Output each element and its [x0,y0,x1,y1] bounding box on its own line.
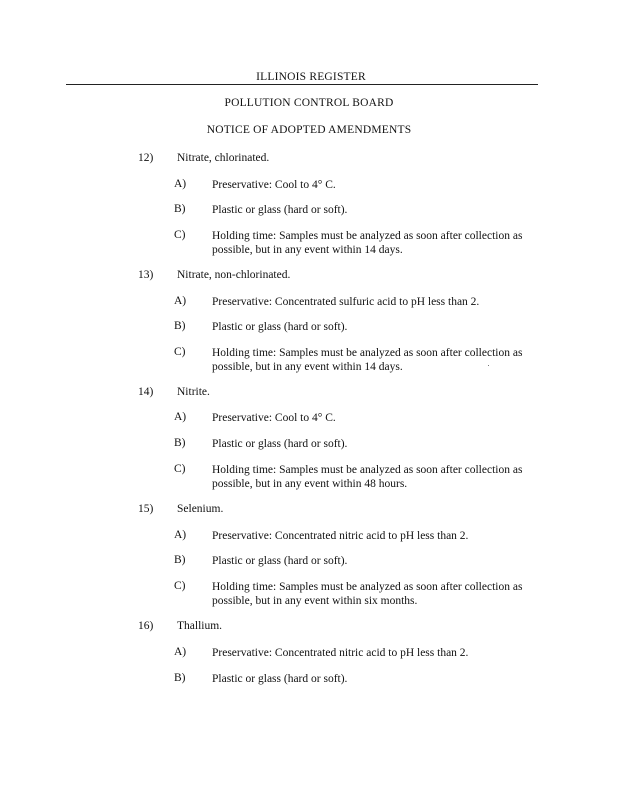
sub-letter: A) [174,646,187,658]
sub-letter: A) [174,178,187,190]
notice-title: NOTICE OF ADOPTED AMENDMENTS [206,124,412,136]
sub-text: Plastic or glass (hard or soft). [212,555,348,567]
sub-text: Preservative: Concentrated nitric acid to pH less than 2. [212,647,469,659]
sub-text: Preservative: Concentrated nitric acid to pH less than 2. [212,530,469,542]
sub-text: Holding time: Samples must be analyzed as soon after collection as possible, but in any event within 14 days. [212,230,523,256]
sub-letter: A) [174,411,187,423]
item-number: 12) [138,152,154,164]
board-title: POLLUTION CONTROL BOARD [224,97,394,109]
sub-letter: C) [174,463,186,475]
item-name: Thallium. [177,620,223,632]
sub-letter: A) [174,295,187,307]
sub-letter: A) [174,529,187,541]
item-number: 13) [138,269,154,281]
scan-speck [488,365,489,366]
sub-text: Plastic or glass (hard or soft). [212,673,348,685]
sub-letter: C) [174,580,186,592]
sub-letter: B) [174,203,186,215]
item-name: Nitrate, chlorinated. [177,152,270,164]
sub-letter: B) [174,554,186,566]
sub-letter: B) [174,320,186,332]
sub-letter: B) [174,437,186,449]
item-number: 15) [138,503,154,515]
item-number: 14) [138,386,154,398]
item-name: Nitrate, non-chlorinated. [177,269,291,281]
sub-text: Holding time: Samples must be analyzed as soon after collection as possible, but in any event within 14 days. [212,347,523,373]
sub-letter: C) [174,229,186,241]
sub-text: Holding time: Samples must be analyzed as soon after collection as possible, but in any event within 48 hours. [212,464,523,490]
register-title: ILLINOIS REGISTER [256,71,366,83]
sub-letter: C) [174,346,186,358]
sub-text: Preservative: Cool to 4° C. [212,412,336,424]
sub-text: Preservative: Concentrated sulfuric acid to pH less than 2. [212,296,480,308]
item-name: Nitrite. [177,386,210,398]
header-rule [66,84,538,85]
sub-text: Plastic or glass (hard or soft). [212,321,348,333]
sub-text: Preservative: Cool to 4° C. [212,179,336,191]
sub-text: Plastic or glass (hard or soft). [212,438,348,450]
sub-text: Plastic or glass (hard or soft). [212,204,348,216]
item-number: 16) [138,620,154,632]
sub-text: Holding time: Samples must be analyzed as soon after collection as possible, but in any event within six months. [212,581,523,607]
item-name: Selenium. [177,503,224,515]
sub-letter: B) [174,672,186,684]
